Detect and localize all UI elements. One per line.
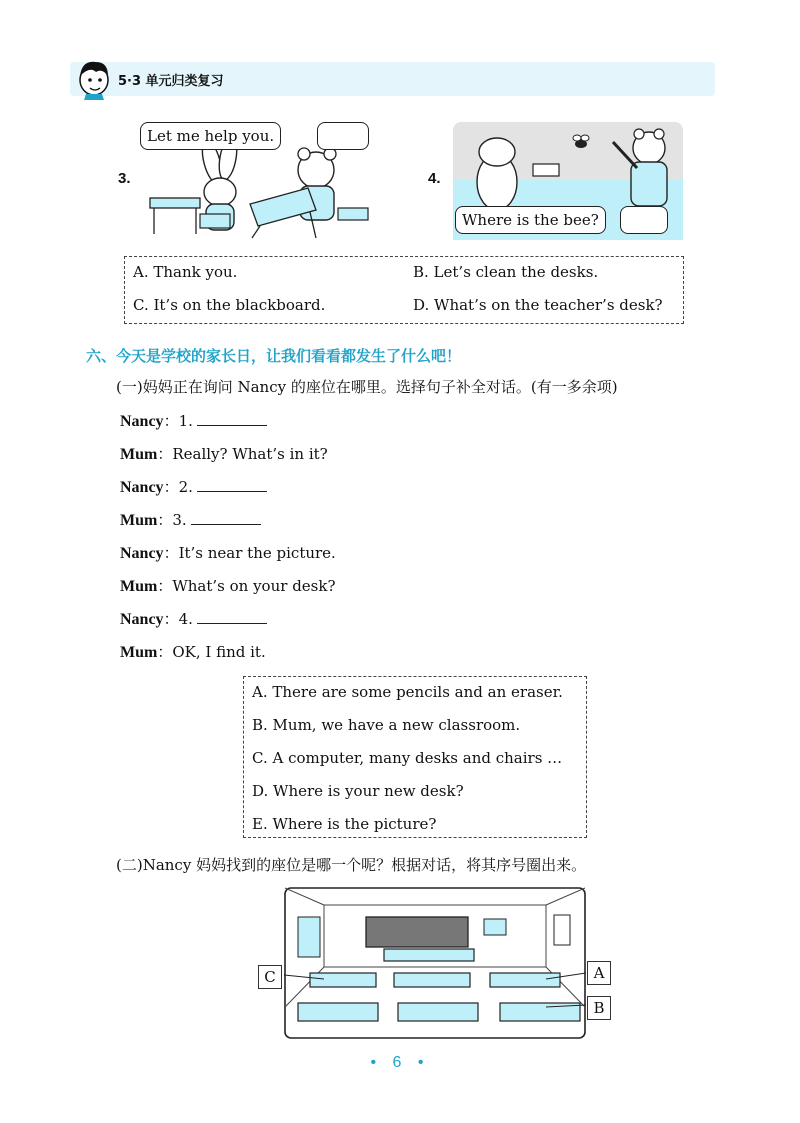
separator: ：	[157, 577, 173, 595]
option-d: D. What’s on the teacher’s desk?	[413, 296, 663, 314]
part1-title: (一)妈妈正在询问 Nancy 的座位在哪里。选择句子补全对话。(有一多余项)	[116, 378, 618, 396]
scene4-bubble-right	[620, 206, 668, 234]
scene3-bubble-left: Let me help you.	[140, 122, 281, 150]
answer-blank-1[interactable]	[197, 411, 267, 426]
dialogue-text: 3.	[172, 511, 187, 529]
header-title: 5·3 单元归类复习	[118, 74, 224, 89]
answer-blank-4[interactable]	[197, 609, 267, 624]
dialogue-text: 1.	[178, 412, 193, 430]
separator: ：	[163, 478, 179, 496]
dialogue-line	[120, 542, 336, 563]
dialogue-line	[120, 410, 267, 431]
page-number: • 6 •	[370, 1054, 430, 1071]
dialogue-line	[120, 641, 266, 662]
section-title: 六、今天是学校的家长日，让我们看看都发生了什么吧！	[86, 347, 462, 365]
speaker: Mum	[120, 446, 158, 463]
part2-title: (二)Nancy 妈妈找到的座位是哪一个呢？根据对话，将其序号圈出来。	[116, 856, 587, 874]
speaker: Nancy	[120, 413, 164, 430]
dialogue-line	[120, 509, 261, 530]
options-box	[124, 256, 684, 324]
answer-blank-3[interactable]	[191, 510, 261, 525]
scene3-number: 3.	[118, 170, 131, 187]
separator: ：	[157, 511, 173, 529]
separator: ：	[163, 544, 179, 562]
speaker: Nancy	[120, 479, 164, 496]
dialogue-text: 2.	[178, 478, 193, 496]
choice-c: C. A computer, many desks and chairs …	[252, 749, 563, 767]
classroom-label-a[interactable]: A	[587, 961, 611, 985]
dialogue-text: What’s on your desk?	[172, 577, 336, 595]
separator: ：	[163, 412, 179, 430]
dialogue-line	[120, 575, 336, 596]
choices-box	[243, 676, 587, 838]
boy-mascot-icon	[72, 54, 116, 100]
option-a: A. Thank you.	[133, 263, 238, 281]
option-c: C. It’s on the blackboard.	[133, 296, 326, 314]
scene4-number: 4.	[428, 170, 441, 187]
classroom-illustration	[284, 887, 586, 1039]
classroom-label-b[interactable]: B	[587, 996, 611, 1020]
separator: ：	[157, 643, 173, 661]
scene3-bubble-right	[317, 122, 369, 150]
dialogue-line	[120, 443, 328, 464]
dialogue-text: 4.	[178, 610, 193, 628]
dialogue-line	[120, 476, 267, 497]
choice-a: A. There are some pencils and an eraser.	[252, 683, 563, 701]
choice-b: B. Mum, we have a new classroom.	[252, 716, 521, 734]
dialogue-text: It’s near the picture.	[178, 544, 336, 562]
speaker: Mum	[120, 644, 158, 661]
choice-d: D. Where is your new desk?	[252, 782, 464, 800]
option-b: B. Let’s clean the desks.	[413, 263, 599, 281]
speaker: Nancy	[120, 545, 164, 562]
dialogue-text: Really? What’s in it?	[172, 445, 328, 463]
scene4-bubble-left: Where is the bee?	[455, 206, 606, 234]
dialogue-line	[120, 608, 267, 629]
separator: ：	[157, 445, 173, 463]
separator: ：	[163, 610, 179, 628]
speaker: Mum	[120, 578, 158, 595]
speaker: Mum	[120, 512, 158, 529]
answer-blank-2[interactable]	[197, 477, 267, 492]
speaker: Nancy	[120, 611, 164, 628]
classroom-label-c[interactable]: C	[258, 965, 282, 989]
dialogue-text: OK, I find it.	[172, 643, 266, 661]
choice-e: E. Where is the picture?	[252, 815, 437, 833]
